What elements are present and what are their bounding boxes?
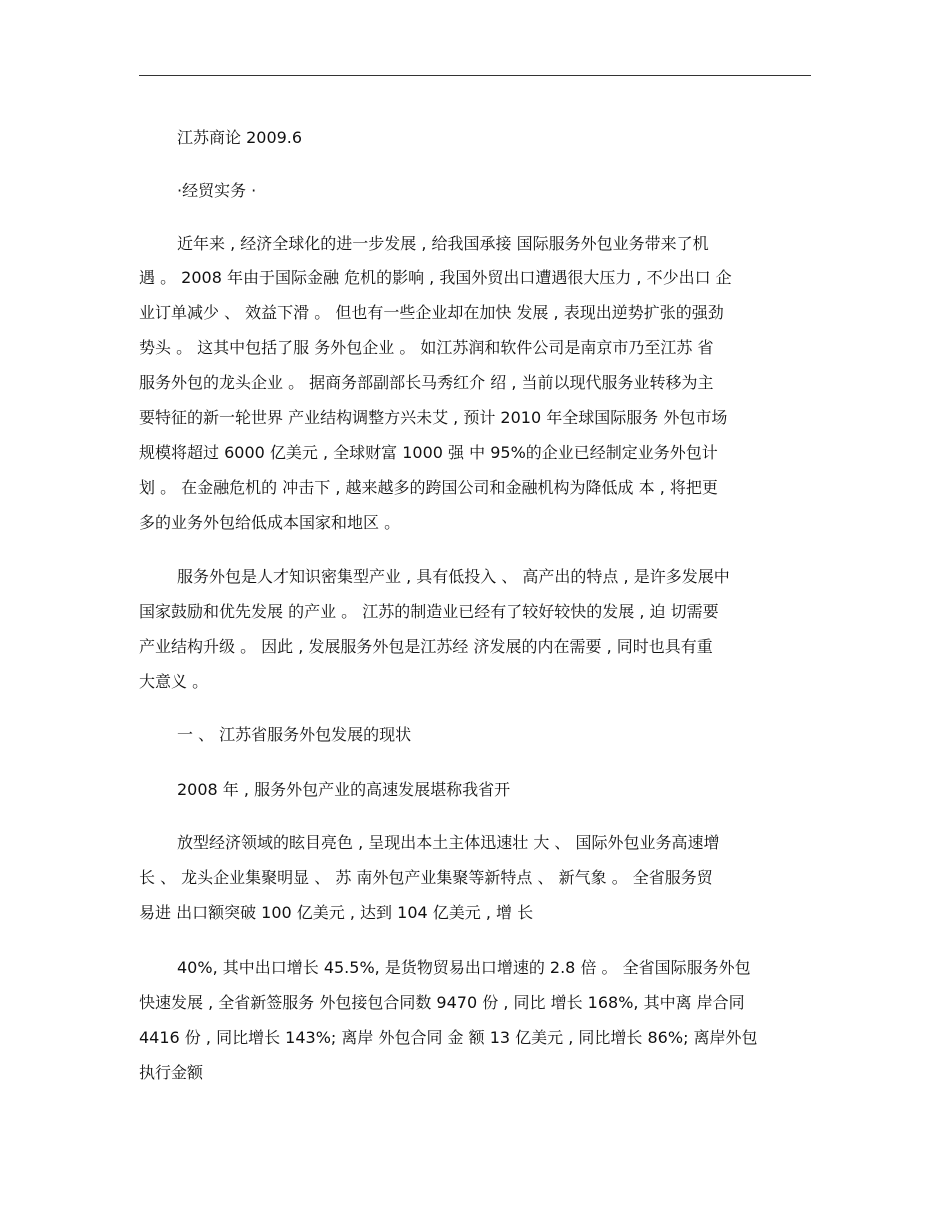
paragraph-line: 多的业务外包给低成本国家和地区 。 xyxy=(139,513,401,532)
paragraph-line: 2008 年 , 服务外包产业的高速发展堪称我省开 xyxy=(177,780,511,799)
paragraph-line: 国家鼓励和优先发展 的产业 。 江苏的制造业已经有了较好较快的发展 , 迫 切需要 xyxy=(139,602,719,621)
paragraph-line: 划 。 在金融危机的 冲击下 , 越来越多的跨国公司和金融机构为降低成 本 , 将把更 xyxy=(139,478,718,497)
paragraph-line: 服务外包是人才知识密集型产业 , 具有低投入 、 高产出的特点 , 是许多发展中 xyxy=(177,567,730,586)
section-label: ·经贸实务 · xyxy=(177,181,257,200)
paragraph-line: 业订单减少 、 效益下滑 。 但也有一些企业却在加快 发展 , 表现出逆势扩张的强劲 xyxy=(139,303,724,322)
paragraph-line: 放型经济领域的眩目亮色 , 呈现出本土主体迅速壮 大 、 国际外包业务高速增 xyxy=(177,833,720,852)
paragraph-line: 40%, 其中出口增长 45.5%, 是货物贸易出口增速的 2.8 倍 。 全省国际服务外包 xyxy=(177,958,751,977)
paragraph-line: 易进 出口额突破 100 亿美元 , 达到 104 亿美元 , 增 长 xyxy=(139,903,534,922)
paragraph-line: 大意义 。 xyxy=(139,672,209,691)
paragraph-line: 长 、 龙头企业集聚明显 、 苏 南外包产业集聚等新特点 、 新气象 。 全省服务贸 xyxy=(139,868,713,887)
paragraph-line: 4416 份 , 同比增长 143%; 离岸 外包合同 金 额 13 亿美元 , 同比增长 86%; 离岸外包 xyxy=(139,1028,758,1047)
section-heading: 一 、 江苏省服务外包发展的现状 xyxy=(177,725,412,744)
paragraph-line: 快速发展 , 全省新签服务 外包接包合同数 9470 份 , 同比 增长 168%, 其中离 岸合同 xyxy=(139,993,745,1012)
paragraph-line: 近年来 , 经济全球化的进一步发展 , 给我国承接 国际服务外包业务带来了机 xyxy=(177,234,709,253)
paragraph-line: 产业结构升级 。 因此 , 发展服务外包是江苏经 济发展的内在需要 , 同时也具有重 xyxy=(139,637,713,656)
paragraph-line: 势头 。 这其中包括了服 务外包企业 。 如江苏润和软件公司是南京市乃至江苏 省 xyxy=(139,338,714,357)
journal-header: 江苏商论 2009.6 xyxy=(177,128,303,147)
paragraph-line: 服务外包的龙头企业 。 据商务部副部长马秀红介 绍 , 当前以现代服务业转移为主 xyxy=(139,373,714,392)
paragraph-line: 规模将超过 6000 亿美元 , 全球财富 1000 强 中 95%的企业已经制定业务外包计 xyxy=(139,443,718,462)
header-rule xyxy=(139,75,811,76)
paragraph-line: 遇 。 2008 年由于国际金融 危机的影响 , 我国外贸出口遭遇很大压力 , 不少出口 企 xyxy=(139,268,732,287)
paragraph-line: 执行金额 xyxy=(139,1063,204,1082)
paragraph-line: 要特征的新一轮世界 产业结构调整方兴未艾 , 预计 2010 年全球国际服务 外包市场 xyxy=(139,408,728,427)
